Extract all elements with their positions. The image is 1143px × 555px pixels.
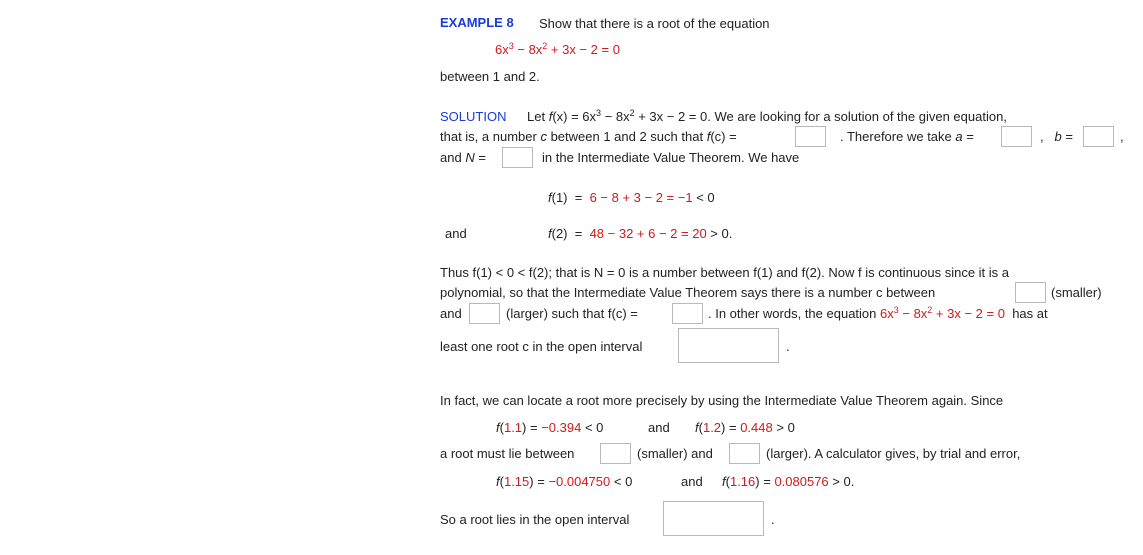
f116-f: f (722, 474, 726, 489)
line2-b: between 1 and 2 such that (546, 129, 707, 144)
thus-eq-sup3: 3 (893, 305, 899, 315)
eq-sup-2: 2 (542, 41, 548, 51)
f1-expr: 6 − 8 + 3 − 2 = −1 (589, 190, 693, 205)
b-value-input[interactable] (1083, 126, 1114, 147)
line2-a: that is, a number (440, 129, 541, 144)
fx-f: f (548, 109, 553, 124)
f2-eq: = (574, 226, 583, 241)
comma-a: , (1040, 129, 1044, 144)
solution-let-line (527, 109, 1007, 125)
f2-end: > 0. (706, 226, 733, 241)
f115-f: f (496, 474, 500, 489)
fx-rest: (x) = 6x (552, 109, 597, 124)
solution-label: SOLUTION (440, 109, 507, 124)
f11-line: f(1.1) = −0.394 < 0 (496, 420, 604, 435)
f11-arg: 1.1 (503, 420, 523, 435)
f1-line (548, 190, 715, 206)
solution-line2 (440, 129, 737, 145)
f115-line: f(1.15) = −0.004750 < 0 (496, 474, 633, 489)
thus-and: and (440, 306, 462, 321)
a-eq: = (962, 129, 974, 144)
refine-larger-input[interactable] (729, 443, 760, 464)
eq-sup-3: 3 (508, 41, 514, 51)
f11-end: < 0 (581, 420, 604, 435)
thus-eq-8x: − 8x (898, 306, 928, 321)
refine-smaller-input[interactable] (600, 443, 631, 464)
and-label: and (445, 226, 467, 241)
a-value-input[interactable] (1001, 126, 1032, 147)
f12-line: f(1.2) = 0.448 > 0 (695, 420, 795, 435)
eq-term-rest: + 3x − 2 = 0 (547, 42, 620, 57)
f12-arg: 1.2 (702, 420, 722, 435)
f1-end: < 0 (692, 190, 715, 205)
f116-arg: 1.16 (729, 474, 756, 489)
smaller-label: (smaller) (1051, 285, 1102, 300)
fc-rest: (c) = (710, 129, 737, 144)
refine-period: . (771, 512, 775, 527)
refine-and1: and (648, 420, 670, 435)
thus-line2: polynomial, so that the Intermediate Value Theorem says there is a number c between (440, 285, 936, 300)
f115-val: −0.004750 (548, 474, 611, 489)
ivt-text: in the Intermediate Value Theorem. We have (542, 150, 800, 165)
therefore-word: . Therefore we take (840, 129, 956, 144)
fx-sup-3: 3 (596, 108, 602, 118)
fx-sup-2: 2 (629, 108, 635, 118)
larger-calc-text: (larger). A calculator gives, by trial and error, (766, 446, 1021, 461)
other-words: . In other words, the equation (708, 306, 880, 321)
f2-expr: 48 − 32 + 6 − 2 = 20 (589, 226, 707, 241)
refine-and2: and (681, 474, 703, 489)
refine-intro: In fact, we can locate a root more precisely by using the Intermediate Value Theorem again. Since (440, 393, 1004, 408)
fx-rest-line: + 3x − 2 = 0. We are looking for a solution of the given equation, (634, 109, 1007, 124)
smaller-and-text: (smaller) and (637, 446, 713, 461)
therefore-text (840, 129, 974, 145)
and-word: and (440, 150, 466, 165)
f2-line (548, 226, 732, 242)
f12-end: > 0 (772, 420, 795, 435)
c-var: c (540, 129, 547, 144)
has-at: has at (1012, 306, 1048, 321)
example-equation (495, 42, 620, 58)
f2-f: f (548, 226, 552, 241)
b-var: b (1054, 129, 1062, 144)
f1-f: f (548, 190, 552, 205)
let-word: Let (527, 109, 549, 124)
comma-b: , (1120, 129, 1124, 144)
thus-equation (880, 306, 1005, 321)
fc-value-input[interactable] (795, 126, 826, 147)
fc-f: f (706, 129, 711, 144)
thus-eq-rest: + 3x − 2 = 0 (932, 306, 1005, 321)
least-root-text: least one root c in the open interval (440, 339, 643, 354)
fc-equals-input[interactable] (672, 303, 703, 324)
f12-val: 0.448 (740, 420, 773, 435)
f116-line: f(1.16) = 0.080576 > 0. (722, 474, 855, 489)
a-var: a (955, 129, 963, 144)
so-root-text: So a root lies in the open interval (440, 512, 630, 527)
f12-f: f (695, 420, 699, 435)
open-interval-input[interactable] (678, 328, 779, 363)
f11-f: f (496, 420, 500, 435)
thus-line1: Thus f(1) < 0 < f(2); that is N = 0 is a number between f(1) and f(2). Now f is continuous since it is a (440, 265, 1010, 280)
f116-val: 0.080576 (774, 474, 829, 489)
f2-label: (2) (551, 226, 568, 241)
thus-eq-sup2: 2 (927, 305, 933, 315)
larger-such-text: (larger) such that f(c) = (506, 306, 638, 321)
between-text: between 1 and 2. (440, 69, 540, 84)
f115-arg: 1.15 (503, 474, 530, 489)
f11-val: −0.394 (541, 420, 582, 435)
smaller-bound-input[interactable] (1015, 282, 1046, 303)
b-eq: = (1061, 129, 1073, 144)
larger-bound-input[interactable] (469, 303, 500, 324)
N-value-input[interactable] (502, 147, 533, 168)
eq-term-8x: − 8x (513, 42, 543, 57)
interval-period: . (786, 339, 790, 354)
refine-interval-input[interactable] (663, 501, 764, 536)
fx-minus8x: − 8x (601, 109, 630, 124)
thus-eq-6x: 6x (880, 306, 894, 321)
f1-eq: = (574, 190, 583, 205)
eq-term-6x: 6x (495, 42, 509, 57)
f116-end: > 0. (828, 474, 855, 489)
N-eq: = (474, 150, 486, 165)
f1-label: (1) (551, 190, 568, 205)
f115-end: < 0 (610, 474, 633, 489)
b-label (1040, 129, 1073, 145)
example-prompt: Show that there is a root of the equation (539, 16, 770, 31)
root-between-text: a root must lie between (440, 446, 575, 461)
N-label (440, 150, 486, 166)
N-var: N (465, 150, 475, 165)
other-words-line (708, 306, 1048, 322)
example-label: EXAMPLE 8 (440, 15, 514, 30)
